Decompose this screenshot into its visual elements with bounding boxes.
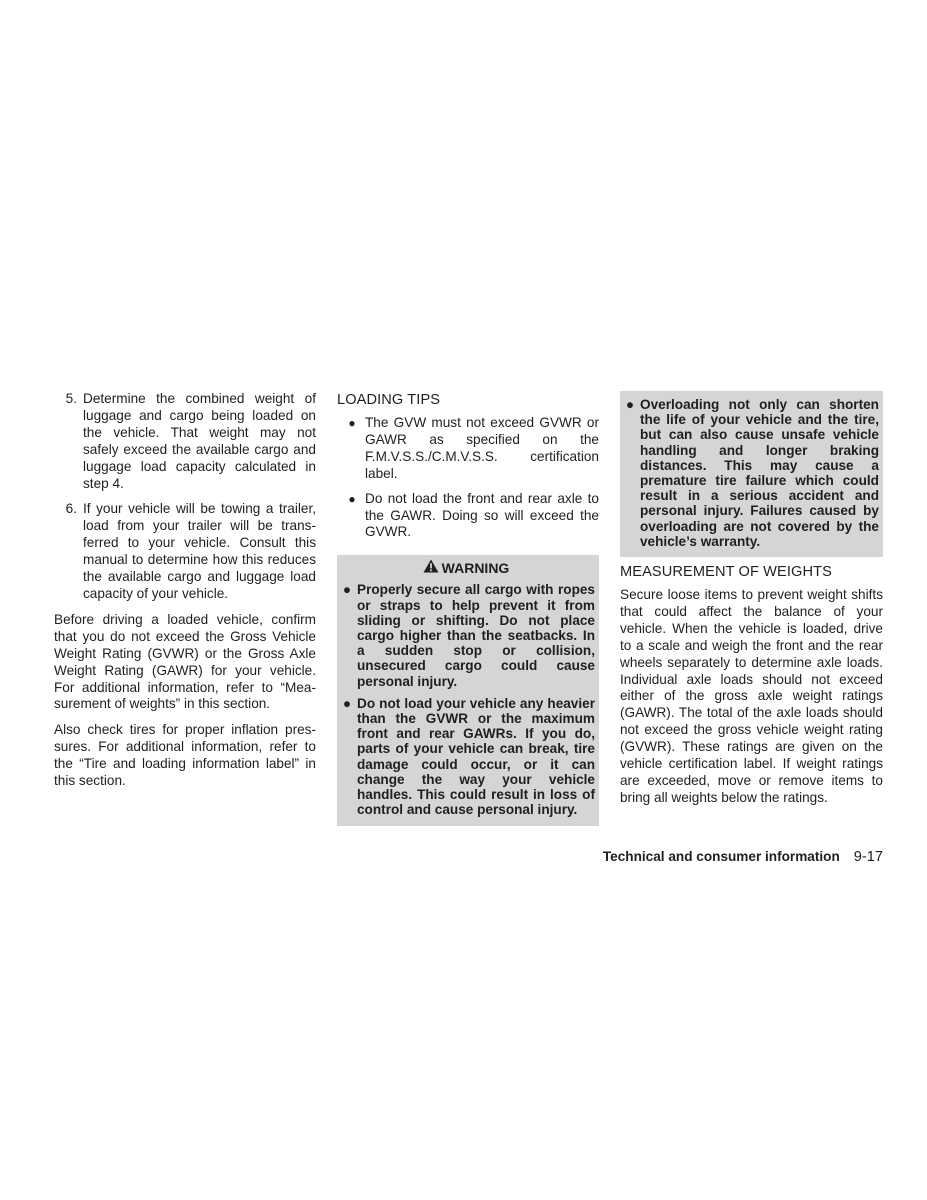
page-number: 9-17: [853, 849, 883, 865]
middle-column: [337, 391, 599, 826]
list-item: [337, 415, 599, 483]
warning-text: Overloading not only can shorten the life of your vehicle and the tire, but can also cause unsafe vehicle handling and longer braking distances. This may cause a premature tire failure which could result in a serious accident and personal injury. Failures caused by overloading are not covered by the vehicle’s warranty.: [640, 397, 879, 549]
step-number: 6.: [65, 501, 77, 517]
paragraph-tire-inflation: Also check tires for proper inflation pressures. For additional information, refer to the “Tire and loading information label” in this section.: [54, 722, 316, 789]
step-5: [54, 391, 316, 492]
warning-text: Properly secure all cargo with ropes or straps to help prevent it from sliding or shifting. Do not place cargo higher than the seatbacks. In a sudden stop or collision, unsecured cargo could cause personal injury.: [357, 582, 595, 689]
bullet-icon: ●: [342, 582, 352, 598]
step-6: [54, 501, 316, 602]
list-item: [337, 491, 599, 542]
loading-tips-heading: LOADING TIPS: [337, 392, 441, 408]
left-column: [54, 391, 316, 799]
warning-text: Do not load your vehicle any heavier than the GVWR or the maximum front and rear GAWRs. If you do, parts of your vehicle can break, tire damage could occur, or it can change the way your vehicle handles. This could result in loss of control and cause personal injury.: [357, 695, 595, 818]
bullet-icon: ●: [348, 416, 356, 430]
warning-title: WARNING: [441, 560, 510, 577]
bullet-icon: ●: [625, 397, 635, 412]
right-column: [620, 391, 883, 816]
warning-header: [337, 559, 595, 577]
bullet-icon: ●: [348, 491, 356, 506]
measurement-heading: MEASUREMENT OF WEIGHTS: [620, 564, 832, 581]
bullet-text: Do not load the front and rear axle to the GAWR. Doing so will exceed the GVWR.: [365, 490, 599, 540]
step-number: 5.: [65, 391, 77, 406]
list-item: [337, 582, 595, 688]
list-item: [337, 696, 595, 818]
paragraph-check-ratings: Before driving a loaded vehicle, confirm that you do not exceed the Gross Vehicle Weight Rating (GVWR) or the Gross Axle Weight Rating (GAWR) for your vehicle. For additional information, refer to “Measurement of weights” in this section.: [54, 611, 316, 712]
section-title: Technical and consumer information: [602, 849, 840, 864]
paragraph-measurement: Secure loose items to prevent weight shifts that could affect the balance of your vehicle. When the vehicle is loaded, drive to a scale and weigh the front and the rear wheels separately to determine axle loads. Individual axle loads should not exceed either of the gross axle weight ratings (GAWR). The total of the axle loads should not exceed the gross vehicle weight rating (GVWR). These ratings are given on the vehicle certification label. If weight ratings are exceeded, move or remove items to bring all weights below the ratings.: [620, 587, 883, 805]
bullet-icon: ●: [342, 695, 352, 711]
step-text: If your vehicle will be towing a trailer, load from your trailer will be transferred to your vehicle. Consult this manual to determine how this reduces the available cargo and luggage load capacity of your vehicle.: [83, 501, 316, 601]
warning-box: [337, 555, 599, 826]
list-item: [620, 397, 879, 549]
warning-triangle-icon: [423, 559, 439, 577]
page-footer: [560, 848, 883, 866]
warning-continued-box: [620, 391, 883, 557]
bullet-text: The GVW must not exceed GVWR or GAWR as specified on the F.M.V.S.S./C.M.V.S.S. certification label.: [365, 415, 599, 481]
step-text: Determine the combined weight of luggage and cargo being loaded on the vehicle. That weight may not safely exceed the available cargo and luggage load capacity calculated in step 4.: [83, 391, 316, 491]
